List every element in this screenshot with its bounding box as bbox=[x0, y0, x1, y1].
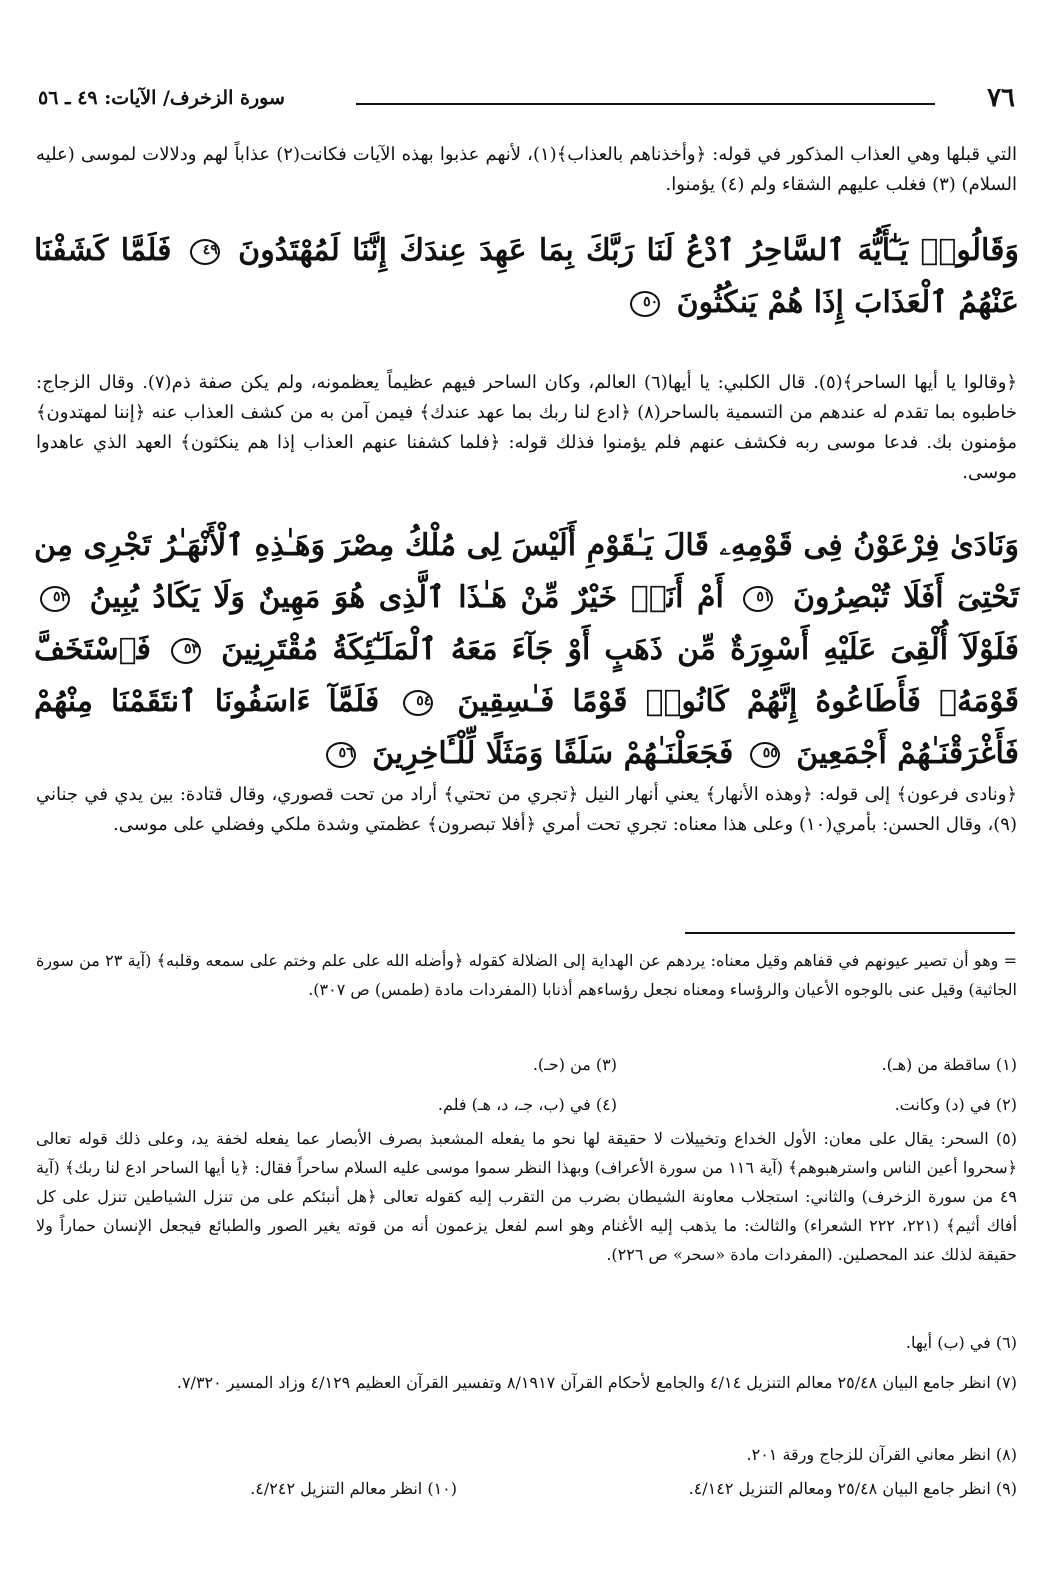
verse-49-text: وَقَالُوا۟ يَـٰٓأَيُّهَ ٱلسَّاحِرُ ٱدْعُ لَنَا رَبَّكَ بِمَا عَهِدَ عِندَكَ إِنَّنَا لَمُهْتَدُونَ bbox=[238, 233, 1019, 268]
quran-verse-block-1 bbox=[34, 225, 1019, 329]
header-rule bbox=[356, 103, 935, 105]
footnote-separator bbox=[685, 932, 1015, 934]
verse-53-text: فَلَوْلَآ أُلْقِىَ عَلَيْهِ أَسْوِرَةٌ مِّن ذَهَبٍ أَوْ جَآءَ مَعَهُ ٱلْمَلَـٰٓئِكَةُ مُقْتَرِنِينَ bbox=[221, 632, 1020, 667]
footnote-3: (٣) من (حـ). bbox=[532, 1055, 617, 1074]
footnote-row-9-10 bbox=[36, 1474, 1017, 1503]
verse-49-marker: ٤٩ bbox=[190, 239, 220, 265]
verse-54-marker: ٥٤ bbox=[403, 690, 433, 716]
footnote-4: (٤) في (ب، جـ، د، هـ) فلم. bbox=[437, 1095, 617, 1114]
page-number: ٧٦ bbox=[987, 83, 1015, 113]
verse-53-marker: ٥٣ bbox=[171, 638, 201, 664]
footnote-1: (١) ساقطة من (هـ). bbox=[881, 1055, 1017, 1074]
verse-50-marker: ٥٠ bbox=[630, 291, 660, 317]
quran-verse-block-2 bbox=[34, 520, 1019, 780]
verse-52-text: أَمْ أَنَا۠ خَيْرٌ مِّنْ هَـٰذَا ٱلَّذِى هُوَ مَهِينٌ وَلَا يَكَادُ يُبِينُ bbox=[89, 580, 724, 615]
footnote-2: (٢) في (د) وكانت. bbox=[894, 1095, 1017, 1114]
footnote-7: (٧) انظر جامع البيان ٢٥/٤٨ معالم التنزيل ٤/١٤ والجامع لأحكام القرآن ٨/١٩١٧ وتفسير القرآن العظيم ٤/١٢٩ وزاد المسير ٧/٣٢٠. bbox=[176, 1373, 1017, 1392]
footnote-continuation: = وهو أن تصير عيونهم في قفاهم وقيل معناه: يردهم عن الهداية إلى الضلالة كقوله ﴿وأضله الله على علم وختم على سمعه وقلبه﴾ (آية ٢٣ من سورة الجاثية) وقيل عنى بالوجوه الأعيان والرؤساء ومعناه نجعل رؤساءهم أذنابا (المفردات مادة (طمس) ص ٣٠٧). bbox=[36, 951, 1018, 999]
footnote-9: (٩) انظر جامع البيان ٢٥/٤٨ ومعالم التنزيل ٤/١٤٢. bbox=[688, 1479, 1017, 1498]
verse-51-text: وَنَادَىٰ فِرْعَوْنُ فِى قَوْمِهِۦ قَالَ يَـٰقَوْمِ أَلَيْسَ لِى مُلْكُ مِصْرَ وَهَـٰذِهِ ٱلْأَنْهَـٰرُ تَجْرِى مِن تَحْتِىٓ أَفَلَا تُبْصِرُونَ bbox=[34, 528, 1019, 615]
commentary-paragraph-2: ﴿وقالوا يا أيها الساحر﴾(٥). قال الكلبي: يا أيها(٦) العالم، وكان الساحر فيهم عظيماً يعظمونه، ولم يكن صفة ذم(٧). وقال الزجاج: خاطبوه بما تقدم له عندهم من التسمية بالساحر(٨) ﴿ادع لنا ربك بما عهد عندك﴾ فيمن آمن به من كشف العذاب عنه ﴿إننا لمهتدون﴾ مؤمنون بك. فدعا موسى ربه فكشف عنهم فلم يؤمنوا فذلك قوله: ﴿فلما كشفنا عنهم العذاب إذا هم ينكثون﴾ العهد الذي عاهدوا موسى. bbox=[36, 372, 1018, 483]
footnote-6: (٦) في (ب) أيها. bbox=[905, 1333, 1017, 1352]
verse-55-text: فَلَمَّآ ءَاسَفُونَا ٱنتَقَمْنَا مِنْهُمْ فَأَغْرَقْنَـٰهُمْ أَجْمَعِينَ bbox=[34, 684, 1019, 771]
commentary-paragraph-3: ﴿ونادى فرعون﴾ إلى قوله: ﴿وهذه الأنهار﴾ يعني أنهار النيل ﴿تجري من تحتي﴾ أراد من تحت قصوري، وقال قتادة: بين يدي في جناني (٩)، وقال الحسن: بأمري(١٠) وعلى هذا معناه: تجري تحت أمري ﴿أفلا تبصرون﴾ عظمتي وشدة ملكي وفضلي على موسى. bbox=[36, 784, 1017, 835]
verse-56-marker: ٥٦ bbox=[326, 742, 356, 768]
footnote-row-2-4 bbox=[36, 1090, 1017, 1119]
footnote-5: (٥) السحر: يقال على معان: الأول الخداع وتخييلات لا حقيقة لها نحو ما يفعله المشعبذ بصرف الأبصار عما يفعله لخفة يد، وعلى ذلك قوله تعالى ﴿سحروا أعين الناس واسترهبوهم﴾ (آية ١١٦ من سورة الأعراف) وبهذا النظر سموا موسى عليه السلام ساحراً فقال: ﴿يا أيها الساحر ادع لنا ربك﴾ (آية ٤٩ من سورة الزخرف) والثاني: استجلاب معاونة الشيطان بضرب من التقرب إليه كقوله تعالى ﴿هل أنبئكم على من تنزل الشياطين تنزل على كل أفاك أثيم﴾ (٢٢١، ٢٢٢ الشعراء) والثالث: ما يذهب إليه الأغنام وهو اسم لفعل يزعمون أنه من قوته يغير الصور والطبائع فيجعل الإنسان حماراً ولا حقيقة لذلك عند المحصلين. (المفردات مادة «سحر» ص ٢٢٦). bbox=[36, 1129, 1018, 1264]
footnote-row-1-3 bbox=[36, 1050, 1017, 1079]
footnote-8: (٨) انظر معاني القرآن للزجاج ورقة ٢٠١. bbox=[746, 1445, 1017, 1464]
footnote-10: (١٠) انظر معالم التنزيل ٤/٢٤٢. bbox=[250, 1479, 457, 1498]
verse-55-marker: ٥٥ bbox=[750, 742, 780, 768]
verse-56-text: فَجَعَلْنَـٰهُمْ سَلَفًا وَمَثَلًا لِّلْـَٔاخِرِينَ bbox=[372, 736, 734, 771]
page-header bbox=[38, 78, 1015, 118]
verse-50-text: فَلَمَّا كَشَفْنَا عَنْهُمُ ٱلْعَذَابَ إِذَا هُمْ يَنكُثُونَ bbox=[34, 233, 1019, 320]
running-title: سورة الزخرف/ الآيات: ٤٩ ـ ٥٦ bbox=[38, 87, 285, 109]
verse-54-text: فَٱسْتَخَفَّ قَوْمَهُۥ فَأَطَاعُوهُ إِنَّهُمْ كَانُوا۟ قَوْمًا فَـٰسِقِينَ bbox=[34, 632, 1020, 719]
verse-52-marker: ٥٢ bbox=[40, 586, 70, 612]
verse-51-marker: ٥١ bbox=[743, 586, 773, 612]
commentary-paragraph-1: التي قبلها وهي العذاب المذكور في قوله: ﴿وأخذناهم بالعذاب﴾(١)، لأنهم عذبوا بهذه الآيات فكانت(٢) عذاباً لهم ودلالات لموسى (عليه السلام) (٣) فغلب عليهم الشقاء ولم (٤) يؤمنوا. bbox=[36, 144, 1017, 195]
